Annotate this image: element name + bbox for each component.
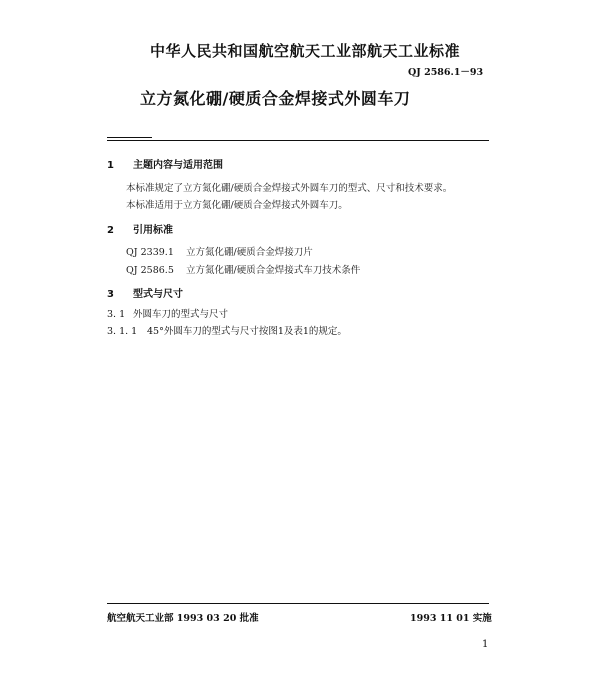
- standard-code: QJ 2586.1－93: [408, 67, 484, 78]
- reference-title: 立方氮化硼/硬质合金焊接式车刀技术条件: [186, 265, 361, 276]
- implementation-line: 1993 11 01 实施: [410, 613, 492, 624]
- document-title: 立方氮化硼/硬质合金焊接式外圆车刀: [140, 89, 411, 108]
- section-number: 3: [107, 289, 114, 300]
- section-title: 型式与尺寸: [133, 289, 183, 300]
- page-number: 1: [482, 639, 489, 650]
- subsection-3-1-heading: [107, 306, 228, 320]
- section-title: 主题内容与适用范围: [133, 160, 223, 171]
- section-number: 2: [107, 225, 114, 236]
- ministry-standard-heading: 中华人民共和国航空航天工业部航天工业标准: [150, 42, 461, 60]
- section-1-paragraph-2: 本标准适用于立方氮化硼/硬质合金焊接式外圆车刀。: [126, 200, 348, 211]
- section-3-heading: [107, 285, 183, 300]
- clause-number: 3. 1. 1: [107, 326, 138, 337]
- section-2-heading: [107, 221, 173, 236]
- header-rule-short: [107, 137, 152, 138]
- section-title: 引用标准: [133, 225, 173, 236]
- reference-title: 立方氮化硼/硬质合金焊接刀片: [186, 247, 313, 258]
- clause-3-1-1: [107, 323, 347, 337]
- reference-code: QJ 2339.1: [126, 247, 174, 258]
- section-number: 1: [107, 160, 114, 171]
- subsection-title: 外圆车刀的型式与尺寸: [133, 309, 229, 320]
- section-1-heading: [107, 156, 223, 171]
- subsection-number: 3. 1: [107, 309, 126, 320]
- reference-item: [126, 244, 313, 258]
- section-1-paragraph-1: 本标准规定了立方氮化硼/硬质合金焊接式外圆车刀的型式、尺寸和技术要求。: [126, 183, 453, 194]
- reference-item: [126, 262, 360, 276]
- header-rule: [107, 140, 489, 141]
- clause-text: 45°外圆车刀的型式与尺寸按图1及表1的规定。: [147, 326, 347, 337]
- approval-line: 航空航天工业部 1993 03 20 批准: [107, 613, 259, 624]
- reference-code: QJ 2586.5: [126, 265, 174, 276]
- footer-rule: [107, 603, 489, 604]
